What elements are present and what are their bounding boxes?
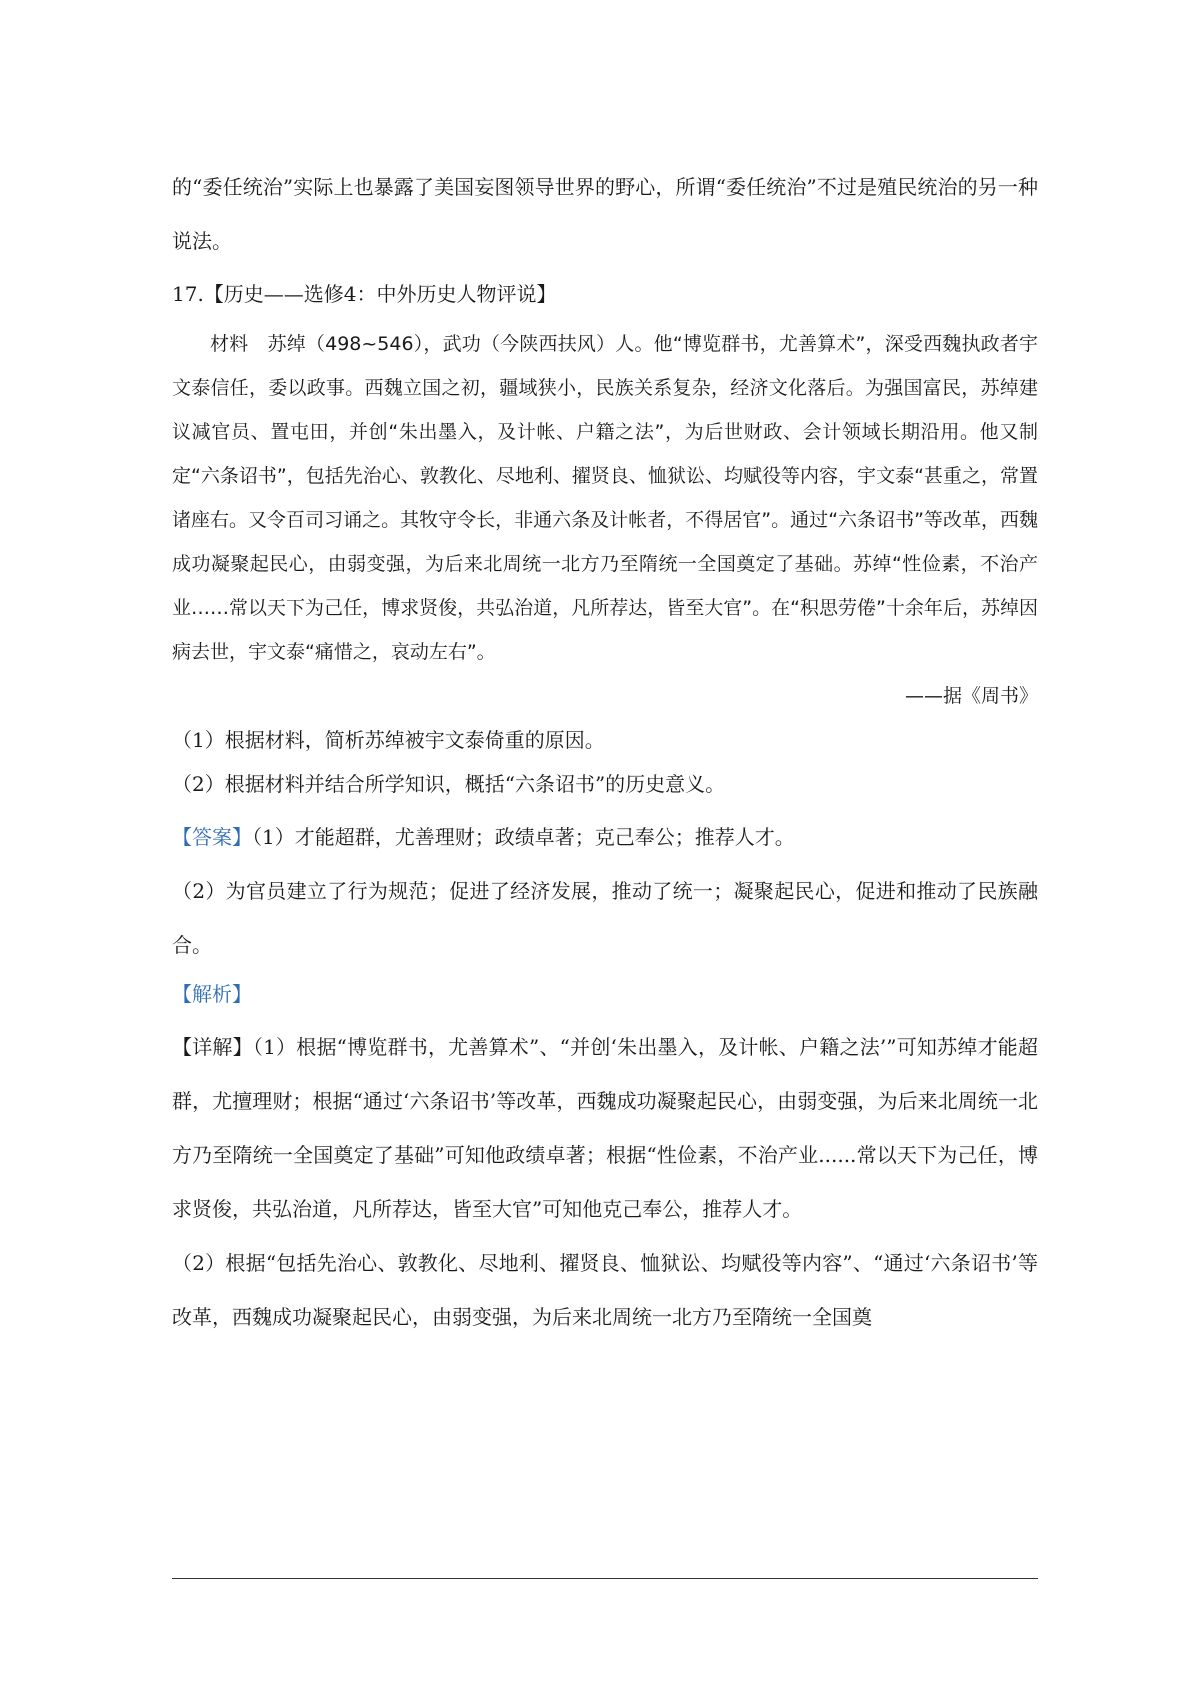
material-source: ——据《周书》 (904, 685, 1038, 707)
analysis-detail-1 (172, 1020, 1038, 1236)
sub-question-1: （1）根据材料，简析苏绰被宇文泰倚重的原因。 (172, 728, 605, 752)
answer-part-1-text: （1）才能超群，尤善理财；政绩卓著；克己奉公；推荐人才。 (252, 825, 795, 849)
question-heading: 17.【历史——选修4：中外历史人物评说】 (172, 282, 557, 306)
analysis-label (172, 972, 1038, 1016)
analysis-label-text: 【解析】 (172, 982, 252, 1006)
document-page (172, 150, 1038, 1344)
answer-part-1 (172, 810, 1038, 864)
continuation-paragraph: 的“委任统治”实际上也暴露了美国妄图领导世界的野心，所谓“委任统治”不过是殖民统治的另一种说法。 (172, 175, 1038, 253)
material-paragraph: 材料 苏绰（498~546），武功（今陕西扶风）人。他“博览群书，尤善算术”，深受西魏执政者宇文泰信任，委以政事。西魏立国之初，疆域狭小，民族关系复杂，经济文化落后。为强国富民，苏绰建议减官员、置屯田，并创“朱出墨入，及计帐、户籍之法”，为后世财政、会计领域长期沿用。他又制定“六条诏书”，包括先治心、敦教化、尽地利、擢贤良、恤狱讼、均赋役等内容，宇文泰“甚重之，常置诸座右。又令百司习诵之。其牧守令长，非通六条及计帐者，不得居官”。通过“六条诏书”等改革，西魏成功凝聚起民心，由弱变强，为后来北周统一北方乃至隋统一全国奠定了基础。苏绰“性俭素，不治产业……常以天下为己任，博求贤俊，共弘治道，凡所荐达，皆至大官”。在“积思劳倦”十余年后，苏绰因病去世，宇文泰“痛惜之，哀动左右”。 (172, 333, 1038, 663)
detail-label: 【详解】 (172, 1035, 253, 1059)
answer-part-2: （2）为官员建立了行为规范；促进了经济发展，推动了统一；凝聚起民心，促进和推动了民族融合。 (172, 879, 1038, 957)
footer-divider (172, 1578, 1038, 1579)
analysis-detail-2: （2）根据“包括先治心、敦教化、尽地利、擢贤良、恤狱讼、均赋役等内容”、“通过‘六条诏书’等改革，西魏成功凝聚起民心，由弱变强，为后来北周统一北方乃至隋统一全国奠 (172, 1251, 1038, 1329)
detail-1-text: （1）根据“博览群书，尤善算术”、“并创‘朱出墨入，及计帐、户籍之法’”可知苏绰才能超群，尤擅理财；根据“通过‘六条诏书’等改革，西魏成功凝聚起民心，由弱变强，为后来北周统一北方乃至隋统一全国奠定了基础”可知他政绩卓著；根据“性俭素，不治产业......常以天下为己任，博求贤俊，共弘治道，凡所荐达，皆至大官”可知他克己奉公，推荐人才。 (172, 1035, 1038, 1221)
answer-label: 【答案】 (172, 825, 252, 849)
sub-question-2: （2）根据材料并结合所学知识，概括“六条诏书”的历史意义。 (172, 772, 726, 796)
